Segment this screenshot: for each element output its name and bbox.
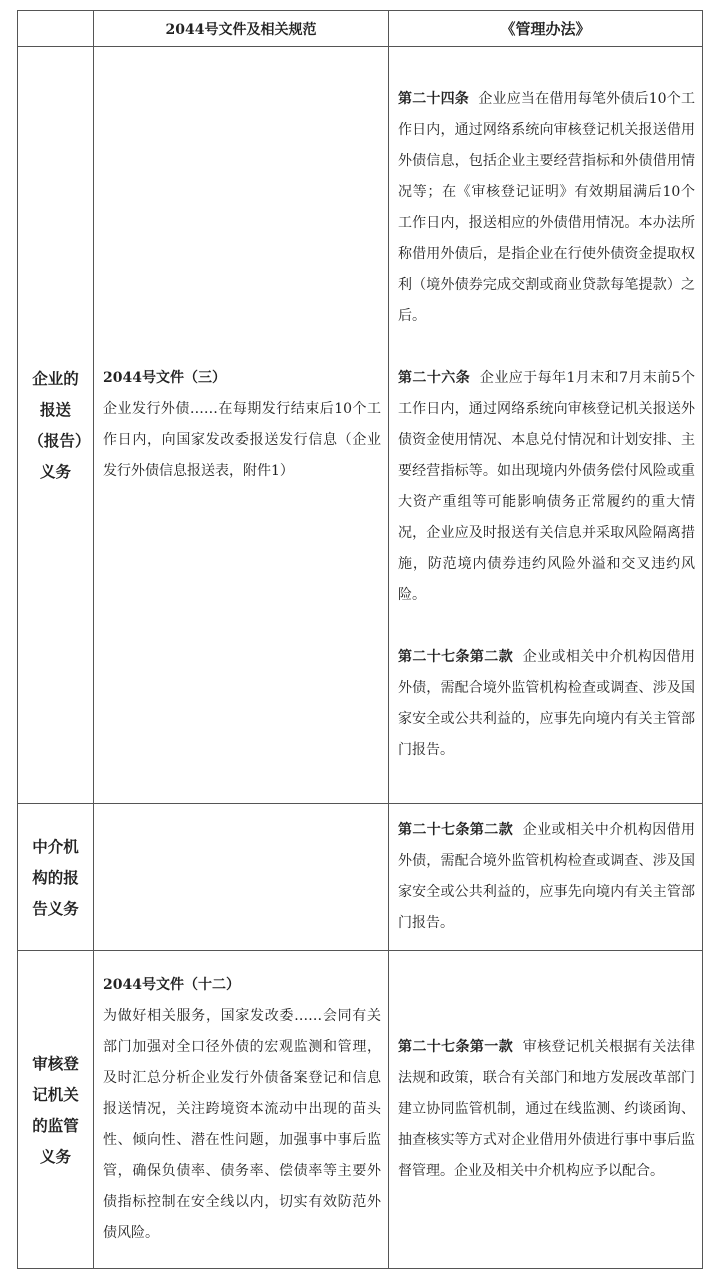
row-label-enterprise: 企业的报送（报告）义务 — [18, 47, 94, 804]
right-cell-enterprise — [389, 47, 703, 804]
table-row-enterprise-reporting — [18, 47, 703, 804]
table-row-intermediary-reporting — [18, 804, 703, 951]
article-number: 第二十四条 — [398, 91, 470, 107]
article-paragraph — [398, 84, 695, 332]
article-text: 企业或相关中介机构因借用外债，需配合境外监管机构检查或调查、涉及国家安全或公共利益的，应事先向境内有关主管部门报告。 — [398, 822, 696, 931]
doc-title: 2044号文件（十二） — [103, 977, 240, 993]
row-label-authority: 审核登记机关的监管义务 — [18, 951, 94, 1269]
article-text: 企业应当在借用每笔外债后10个工作日内，通过网络系统向审核登记机关报送借用外债信息，包括企业主要经营指标和外债借用情况等；在《审核登记证明》有效期届满后10个工作日内，报送相应的外债借用情况。本办法所称借用外债后，是指企业在行使外债资金提取权利（境外债券完成交割或商业贷款每笔提款）之后。 — [398, 91, 695, 324]
header-2044-doc: 2044号文件及相关规范 — [94, 11, 389, 47]
article-text: 审核登记机关根据有关法律法规和政策，联合有关部门和地方发展改革部门建立协同监管机制，通过在线监测、约谈函询、抽查核实等方式对企业借用外债进行事中事后监督管理。企业及相关中介机构应予以配合。 — [398, 1039, 696, 1179]
right-cell-authority — [389, 951, 703, 1269]
doc-title: 2044号文件（三） — [103, 370, 226, 386]
header-row — [18, 11, 703, 47]
article-text: 企业或相关中介机构因借用外债，需配合境外监管机构检查或调查、涉及国家安全或公共利益的，应事先向境内有关主管部门报告。 — [398, 649, 696, 758]
header-blank — [18, 11, 94, 47]
doc-body: 企业发行外债……在每期发行结束后10个工作日内，向国家发改委报送发行信息（企业发行外债信息报送表，附件1） — [103, 401, 381, 479]
doc-body: 为做好相关服务，国家发改委……会同有关部门加强对全口径外债的宏观监测和管理，及时汇总分析企业发行外债备案登记和信息报送情况，关注跨境资本流动中出现的苗头性、倾向性、潜在性问题，加强事中事后监管，确保负债率、债务率、偿债率等主要外债指标控制在安全线以内，切实有效防范外债风险。 — [103, 1008, 381, 1241]
article-number: 第二十七条第二款 — [398, 649, 514, 665]
article-number: 第二十七条第一款 — [398, 1039, 514, 1055]
article-paragraph — [398, 642, 695, 766]
article-paragraph — [398, 1032, 695, 1187]
left-cell-intermediary — [94, 804, 389, 951]
comparison-table — [17, 10, 703, 1269]
article-paragraph — [398, 815, 695, 939]
article-number: 第二十六条 — [398, 370, 471, 386]
table-row-authority-supervision — [18, 951, 703, 1269]
article-text: 企业应于每年1月末和7月末前5个工作日内，通过网络系统向审核登记机关报送外债资金使用情况、本息兑付情况和计划安排、主要经营指标等。如出现境内外债务偿付风险或重大资产重组等可能影响债务正常履约的重大情况，企业应及时报送有关信息并采取风险隔离措施，防范境内债券违约风险外溢和交叉违约风险。 — [398, 370, 696, 603]
left-cell-authority — [94, 951, 389, 1269]
right-cell-intermediary — [389, 804, 703, 951]
article-number: 第二十七条第二款 — [398, 822, 514, 838]
left-cell-enterprise — [94, 47, 389, 804]
header-measures: 《管理办法》 — [389, 11, 703, 47]
row-label-intermediary: 中介机构的报告义务 — [18, 804, 94, 951]
article-paragraph — [398, 363, 695, 611]
